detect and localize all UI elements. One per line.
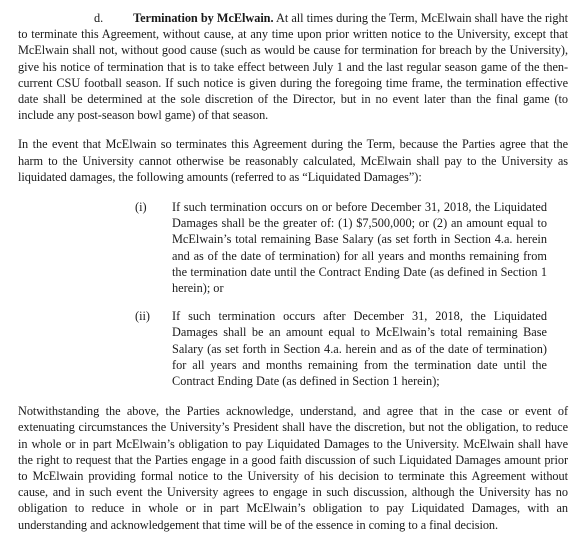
list-item [135,199,568,296]
section-intro-text: At all times during the Term, McElwain shall have the right to terminate this Agreement, without cause, at any time upon prior written notice to the University, except that McElwain shall not, without good cause (such as would be cause for termination for breach by the University), give his notice of termination that is to take effect between July 1 and the last regular season game of the then-current CSU football season. If such notice is given during the foregoing time frame, the termination effective date shall be determined at the sole discretion of the Director, but in no event later than the final game (to include any post-season bowl game) of that season. [18,11,568,123]
list-item-text: If such termination occurs on or before December 31, 2018, the Liquidated Damages shall be the greater of: (1) $7,500,000; or (2) an amount equal to McElwain’s total remaining Base Salary (as set forth in Section 4.a. herein and as of the date of termination) for all years and months remaining from the termination date until the Contract Ending Date (as defined in Section 1 herein); or [172,200,547,296]
list-item-numeral: (i) [135,200,147,215]
section-d-paragraph [18,10,568,123]
document-page [18,10,568,533]
list-item-text: If such termination occurs after December 31, 2018, the Liquidated Damages shall be an amount equal to McElwain’s total remaining Base Salary (as set forth in Section 4.a. herein and as of the date of termination) for all years and months remaining from the termination date until the Contract Ending Date (as defined in Section 1 herein); [172,309,547,389]
list-item-numeral: (ii) [135,309,151,324]
list-item [135,308,568,389]
notwithstanding-paragraph: Notwithstanding the above, the Parties acknowledge, understand, and agree that in the case or event of extenuating circumstances the University’s President shall have the discretion, but not the obligation, to reduce in whole or in part McElwain’s obligation to pay Liquidated Damages to the University. McElwain shall have the right to request that the Parties engage in a good faith discussion of such Liquidated Damages amount prior to McElwain providing formal notice to the University of his decision to terminate this Agreement without cause, and in such event the University agrees to engage in such discussion, although the University has no obligation to reduce in whole or in part McElwain’s obligation to pay Liquidated Damages, with an understanding and acknowledgement that time will be of the essence in coming to a final decision. [18,404,568,532]
section-label: d. [94,11,104,25]
liquidated-damages-paragraph: In the event that McElwain so terminates this Agreement during the Term, because the Parties agree that the harm to the University cannot otherwise be reasonably calculated, McElwain shall pay to the University as liquidated damages, the following amounts (referred to as “Liquidated Damages”): [18,137,568,184]
section-title: Termination by McElwain. [133,11,274,25]
